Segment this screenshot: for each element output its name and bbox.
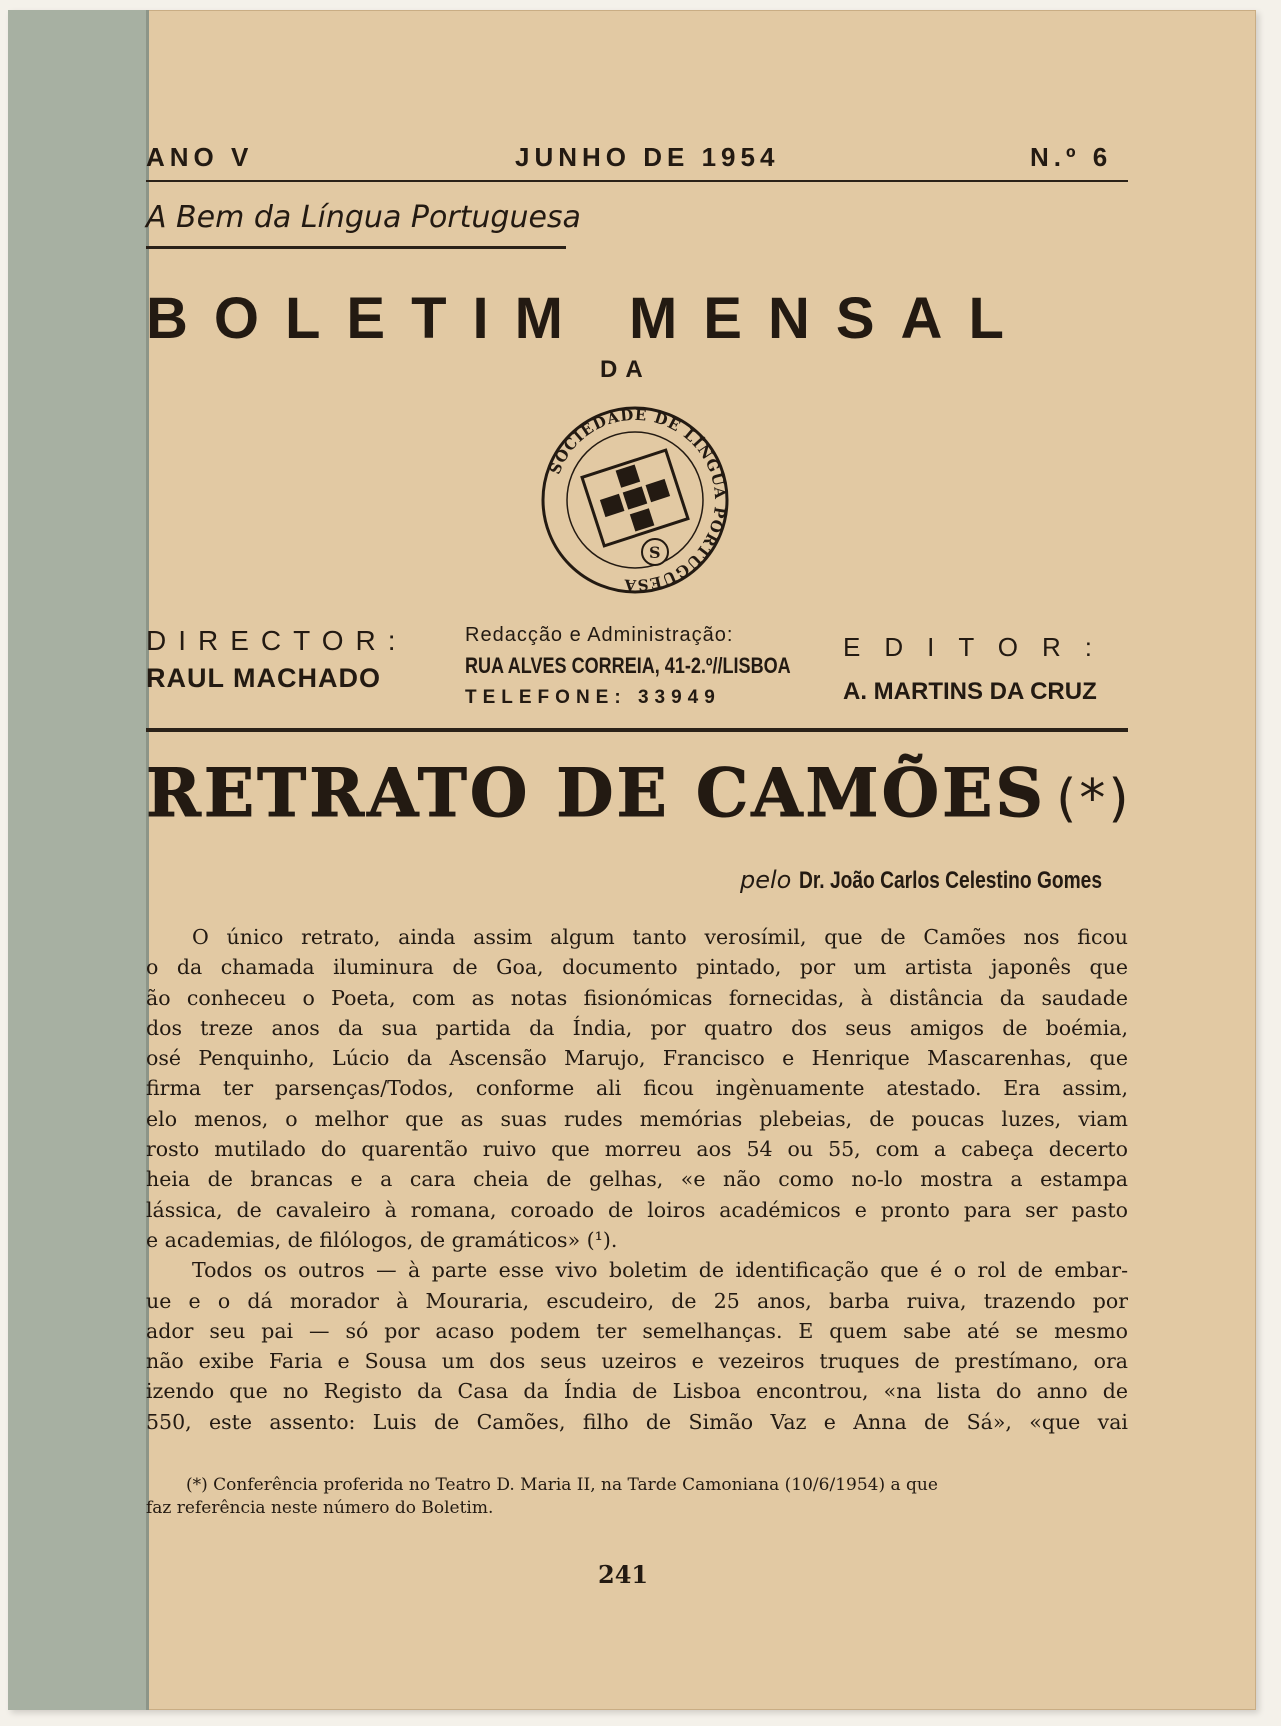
issue-date: JUNHO DE 1954 [515,142,780,172]
article-title-mark: (*) [1056,769,1132,829]
body-line: rosto mutilado do quarentão ruivo que morreu aos 54 ou 55, com a cabeça decerto [146,1137,1128,1162]
article-title-text: RETRATO DE CAMÕES [146,754,1047,832]
body-line: dos treze anos da sua partida da Índia, por quatro dos seus amigos de boémia, [146,1015,1128,1040]
subtitle: A Bem da Língua Portuguesa [146,200,581,235]
body-line: osé Penquinho, Lúcio da Ascensão Marujo, Francisco e Henrique Mascarenhas, que [146,1046,1128,1071]
body-line: Todos os outros — à parte esse vivo boletim de identificação que é o rol de embar- [192,1258,1128,1283]
footnote [146,1474,1128,1520]
footnote-line: (*) Conferência proferida no Teatro D. Maria II, na Tarde Camoniana (10/6/1954) a que [186,1475,938,1495]
seal-letter: S [649,543,661,562]
section-rule [146,728,1128,732]
body-line: ão conheceu o Poeta, com as notas fisionómicas fornecidas, à distância da saudade [146,985,1128,1010]
masthead-title [146,285,1136,352]
body-line: ador seu pai — só por acaso podem ter semelhanças. E quem sabe até se mesmo [146,1318,1128,1343]
body-line: e academias, de filólogos, de gramáticos» (¹). [146,1227,618,1252]
body-line: 550, este assento: Luis de Camões, filho de Simão Vaz e Anna de Sá», «que vai [146,1409,1128,1434]
body-line: elo menos, o melhor que as suas rudes memórias plebeias, de poucas luzes, viam [146,1106,1128,1131]
volume-label: ANO V [146,142,254,172]
page-number: 241 [598,1560,649,1589]
masthead-word-1: BOLETIM [146,286,589,351]
body-line: firma ter parsenças/Todos, conforme ali ficou ingènuamente atestado. Era assim, [146,1076,1128,1101]
body-line: heia de brancas e a cara cheia de gelhas, «e não como no-lo mostra a estampa [146,1167,1128,1192]
byline [740,866,1178,895]
masthead-word-2: MENSAL [628,286,1030,351]
masthead-da: DA [600,356,651,383]
society-seal-icon [535,400,735,600]
body-line: ue e o dá morador à Mouraria, escudeiro, de 25 anos, barba ruiva, trazendo por [146,1288,1128,1313]
seal-ring-text: SOCIEDADE DE LÍNGUA PORTUGUESA [545,405,730,595]
byline-prefix: pelo [740,866,792,894]
body-line: O único retrato, ainda assim algum tanto verosímil, que de Camões nos ficou [192,925,1128,949]
subtitle-rule [146,246,566,249]
editor-name: A. MARTINS DA CRUZ [843,678,1097,705]
byline-author: Dr. João Carlos Celestino Gomes [799,867,1103,894]
body-line: o da chamada iluminura de Goa, documento pintado, por um artista japonês que [146,955,1128,980]
body-line: izendo que no Registo da Casa da Índia de Lisboa encontrou, «na lista do anno de [146,1379,1128,1404]
director-name: RAUL MACHADO [146,663,381,693]
director-label: DIRECTOR: [146,625,408,656]
article-title [146,754,1132,832]
article-body [146,922,1128,1437]
header-rule [146,180,1128,182]
footnote-line: faz referência neste número do Boletim. [146,1498,494,1518]
address: RUA ALVES CORREIA, 41-2.º//LISBOA [465,653,791,678]
telephone: TELEFONE: 33949 [465,687,721,708]
editor-label: EDITOR: [843,632,1116,662]
issue-number: N.º 6 [1030,142,1113,172]
redaccao-label: Redacção e Administração: [465,624,734,646]
body-line: não exibe Faria e Sousa um dos seus uzeiros e vezeiros truques de prestímano, ora [146,1349,1128,1374]
body-line: lássica, de cavaleiro à romana, coroado de loiros académicos e pronto para ser pasto [146,1197,1128,1222]
